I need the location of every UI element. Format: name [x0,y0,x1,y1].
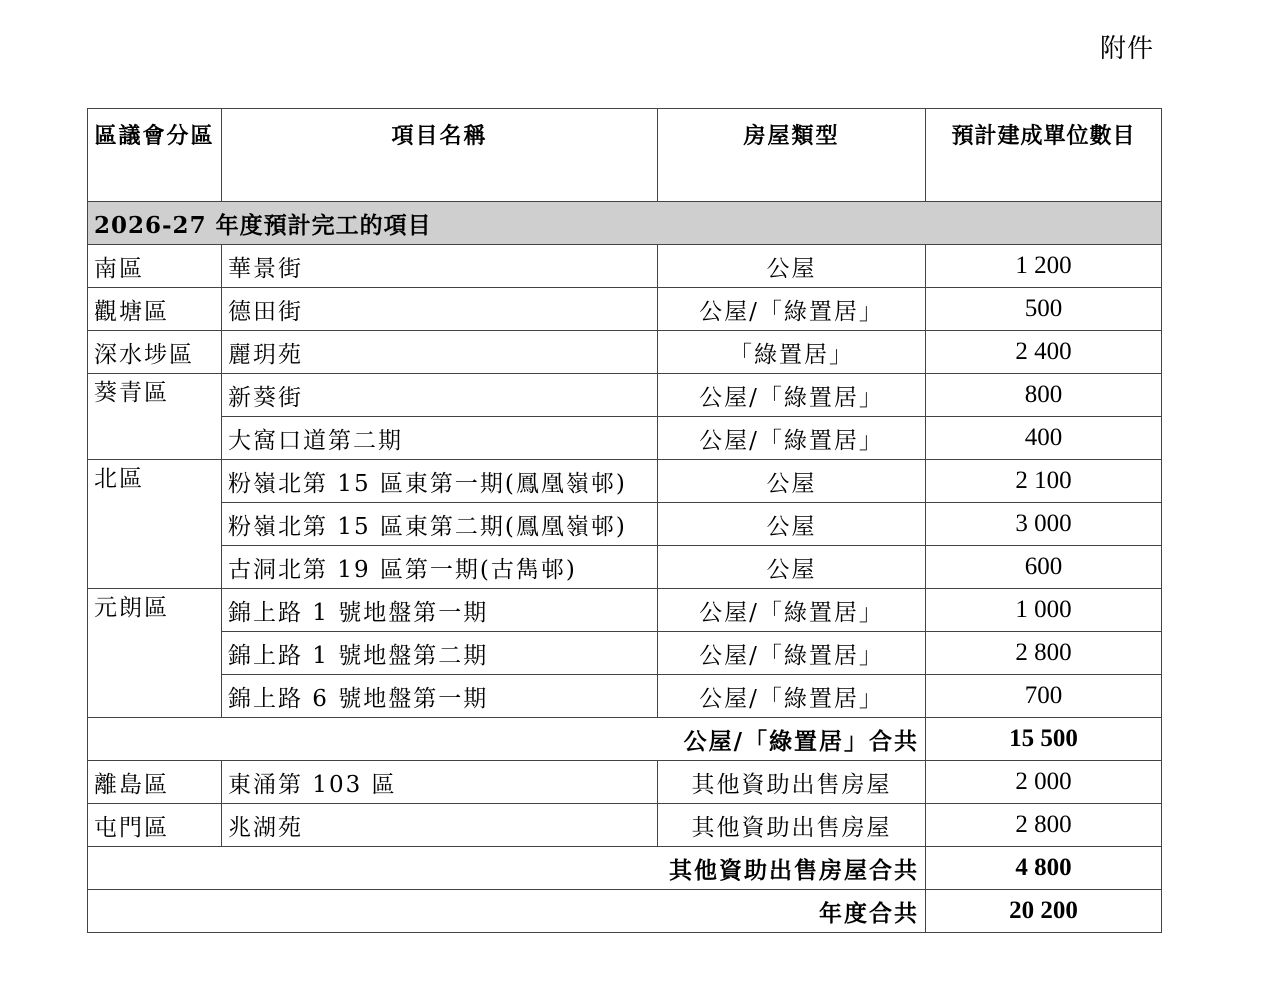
cell-type: 公屋/「綠置居」 [658,675,926,718]
housing-projects-table [87,108,1162,933]
cell-type: 公屋 [658,245,926,288]
cell-units: 500 [926,288,1162,331]
cell-type: 公屋/「綠置居」 [658,589,926,632]
cell-units: 2 400 [926,331,1162,374]
cell-district: 觀塘區 [88,288,222,331]
grand-total-label: 年度合共 [88,890,926,933]
cell-units: 1 000 [926,589,1162,632]
table-row [88,288,1162,331]
cell-units: 600 [926,546,1162,589]
table-row [88,675,1162,718]
section-row [88,202,1162,245]
cell-type: 公屋/「綠置居」 [658,417,926,460]
table-row [88,460,1162,503]
cell-district: 元朗區 [88,589,222,718]
cell-type: 「綠置居」 [658,331,926,374]
cell-type: 公屋 [658,546,926,589]
header-units: 預計建成單位數目 [926,109,1162,202]
cell-project: 新葵街 [222,374,658,417]
cell-project: 粉嶺北第 15 區東第二期(鳳凰嶺邨) [222,503,658,546]
cell-district: 南區 [88,245,222,288]
cell-units: 700 [926,675,1162,718]
cell-project: 錦上路 1 號地盤第一期 [222,589,658,632]
cell-type: 其他資助出售房屋 [658,804,926,847]
cell-units: 2 000 [926,761,1162,804]
cell-project: 麗玥苑 [222,331,658,374]
cell-project: 東涌第 103 區 [222,761,658,804]
cell-type: 公屋/「綠置居」 [658,632,926,675]
cell-project: 華景街 [222,245,658,288]
cell-project: 德田街 [222,288,658,331]
grand-total-units: 20 200 [926,890,1162,933]
subtotal-units: 15 500 [926,718,1162,761]
cell-type: 公屋 [658,503,926,546]
table-row [88,331,1162,374]
cell-district: 深水埗區 [88,331,222,374]
cell-units: 2 800 [926,632,1162,675]
cell-units: 800 [926,374,1162,417]
header-row [88,109,1162,202]
grand-total-row [88,890,1162,933]
subtotal-row [88,847,1162,890]
cell-project: 錦上路 1 號地盤第二期 [222,632,658,675]
cell-project: 粉嶺北第 15 區東第一期(鳳凰嶺邨) [222,460,658,503]
cell-type: 其他資助出售房屋 [658,761,926,804]
cell-units: 1 200 [926,245,1162,288]
table-row [88,589,1162,632]
subtotal-row [88,718,1162,761]
cell-units: 3 000 [926,503,1162,546]
cell-units: 400 [926,417,1162,460]
subtotal-label: 公屋/「綠置居」合共 [88,718,926,761]
table-row [88,632,1162,675]
table-row [88,804,1162,847]
table-row [88,761,1162,804]
cell-type: 公屋/「綠置居」 [658,374,926,417]
subtotal-units: 4 800 [926,847,1162,890]
cell-type: 公屋/「綠置居」 [658,288,926,331]
cell-units: 2 100 [926,460,1162,503]
cell-project: 兆湖苑 [222,804,658,847]
table-row [88,374,1162,417]
cell-project: 古洞北第 19 區第一期(古雋邨) [222,546,658,589]
cell-units: 2 800 [926,804,1162,847]
table-row [88,417,1162,460]
subtotal-label: 其他資助出售房屋合共 [88,847,926,890]
cell-project: 錦上路 6 號地盤第一期 [222,675,658,718]
header-project: 項目名稱 [222,109,658,202]
cell-district: 離島區 [88,761,222,804]
cell-district: 北區 [88,460,222,589]
cell-project: 大窩口道第二期 [222,417,658,460]
table-row [88,245,1162,288]
cell-district: 屯門區 [88,804,222,847]
cell-type: 公屋 [658,460,926,503]
section-title: 2026-27 年度預計完工的項目 [88,202,1162,245]
table-row [88,503,1162,546]
table-row [88,546,1162,589]
annex-label: 附件 [1100,34,1155,64]
header-type: 房屋類型 [658,109,926,202]
cell-district: 葵青區 [88,374,222,460]
header-district: 區議會分區 [88,109,222,202]
